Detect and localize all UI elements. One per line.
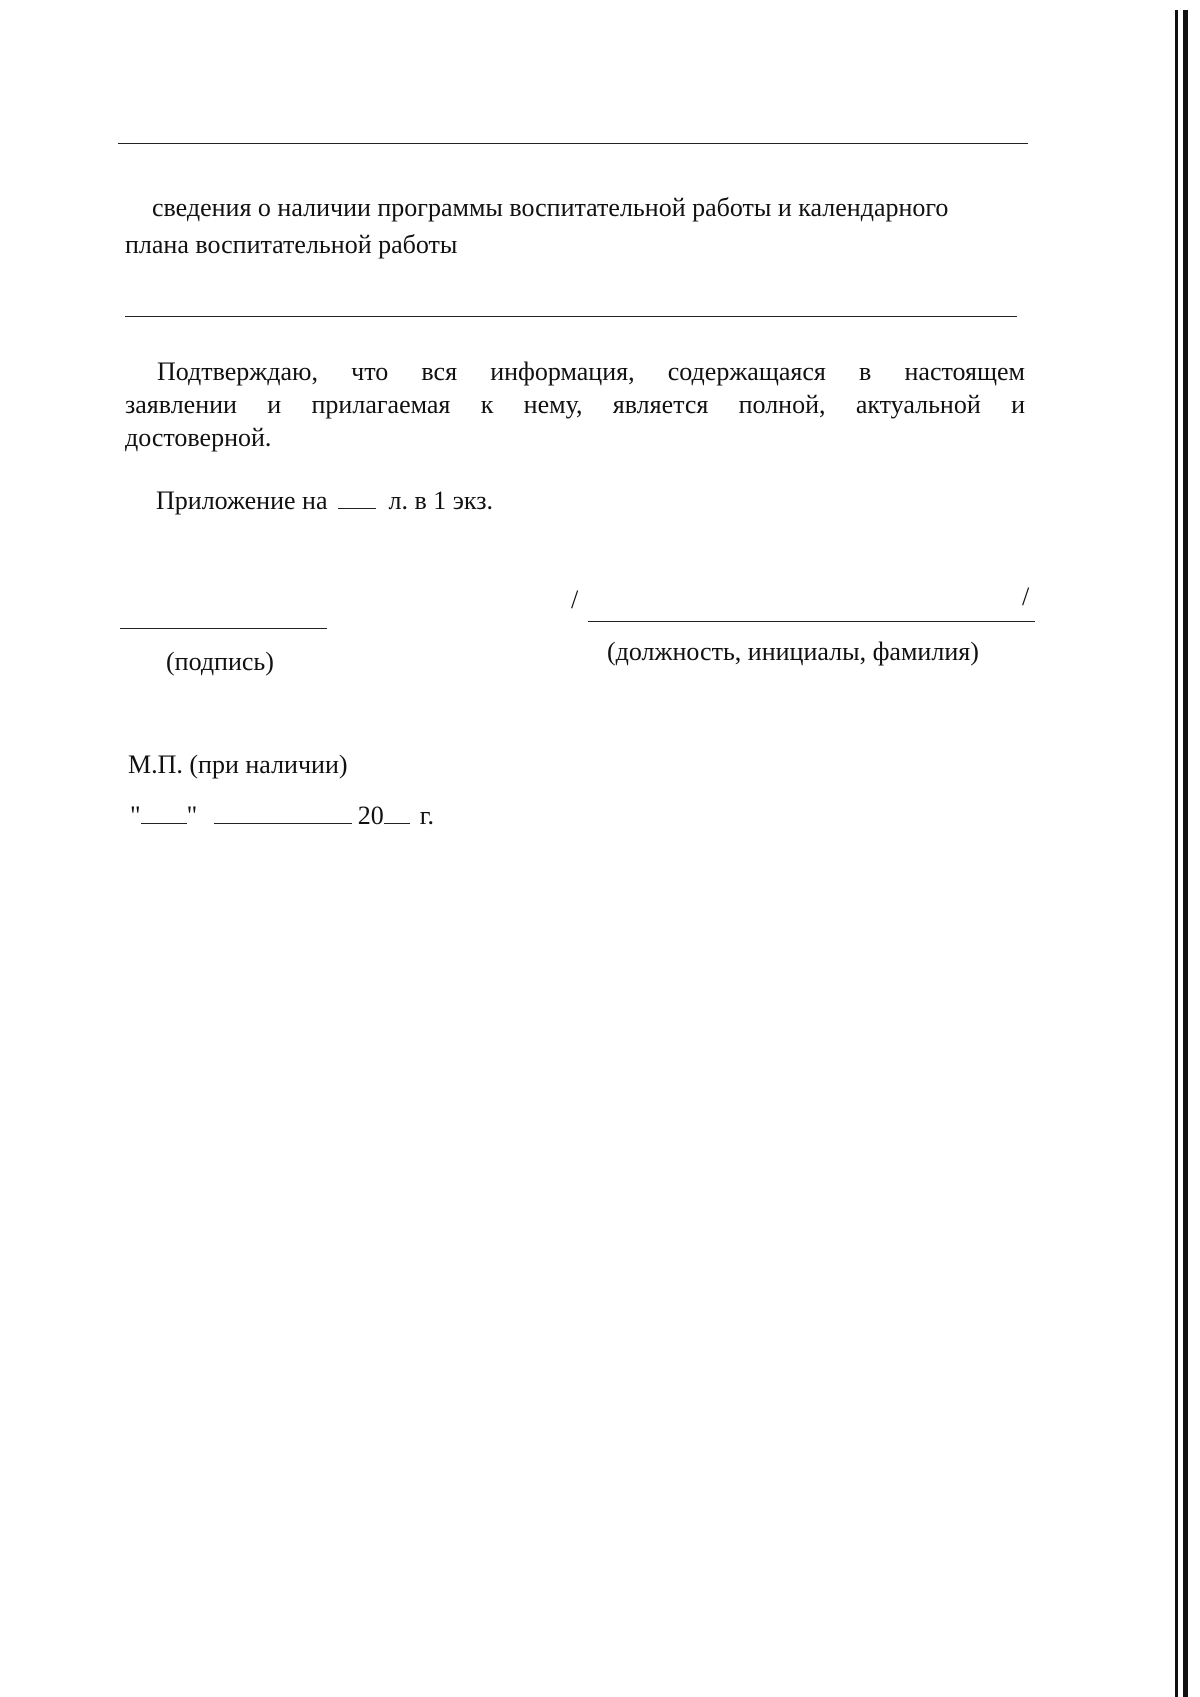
position-fill-line bbox=[588, 621, 1035, 622]
confirmation-paragraph bbox=[125, 355, 1025, 454]
word: и bbox=[267, 390, 282, 419]
word: содержащаяся bbox=[667, 357, 826, 386]
word: в bbox=[859, 357, 872, 386]
word: достоверной. bbox=[125, 423, 272, 452]
info-line-1: сведения о наличии программы воспитательной работы и календарного bbox=[152, 193, 949, 222]
info-fill-line bbox=[125, 316, 1017, 317]
date-year-prefix: 20 bbox=[357, 801, 384, 830]
signature-fill-line bbox=[120, 628, 327, 629]
word: что bbox=[351, 357, 389, 386]
slash-right: / bbox=[1022, 582, 1030, 611]
right-edge-bar-thick bbox=[1183, 10, 1188, 1697]
appendix-suffix: л. в 1 экз. bbox=[388, 486, 493, 515]
word: информация, bbox=[490, 357, 635, 386]
confirmation-line-3 bbox=[125, 421, 1025, 454]
word: прилагаемая bbox=[311, 390, 451, 419]
word: является bbox=[612, 390, 709, 419]
seal-label: М.П. (при наличии) bbox=[128, 750, 348, 779]
word: актуальной bbox=[855, 390, 981, 419]
info-line-2: плана воспитательной работы bbox=[125, 230, 458, 259]
position-caption: (должность, инициалы, фамилия) bbox=[607, 637, 979, 666]
word: Подтверждаю, bbox=[157, 357, 318, 386]
word: полной, bbox=[738, 390, 826, 419]
word: заявлении bbox=[125, 390, 237, 419]
date-quote-close: " bbox=[186, 801, 198, 830]
date-day-blank bbox=[141, 801, 187, 824]
word: к bbox=[480, 390, 494, 419]
right-edge-bar-thin bbox=[1175, 10, 1178, 1697]
date-year-blank bbox=[384, 801, 410, 824]
confirmation-line-2 bbox=[125, 388, 1025, 421]
date-line bbox=[130, 799, 434, 832]
signature-caption: (подпись) bbox=[166, 647, 274, 676]
word: вся bbox=[421, 357, 458, 386]
top-fill-line bbox=[118, 143, 1028, 144]
slash-left: / bbox=[571, 585, 579, 614]
appendix-prefix: Приложение на bbox=[156, 486, 328, 515]
word: и bbox=[1011, 390, 1025, 419]
appendix-pages-blank bbox=[338, 486, 376, 509]
confirmation-line-1 bbox=[125, 355, 1025, 388]
date-month-blank bbox=[214, 801, 352, 824]
word: настоящем bbox=[904, 357, 1025, 386]
appendix-line bbox=[156, 484, 493, 517]
date-year-suffix: г. bbox=[419, 801, 434, 830]
word: нему, bbox=[523, 390, 583, 419]
date-quote-open: " bbox=[130, 801, 141, 830]
